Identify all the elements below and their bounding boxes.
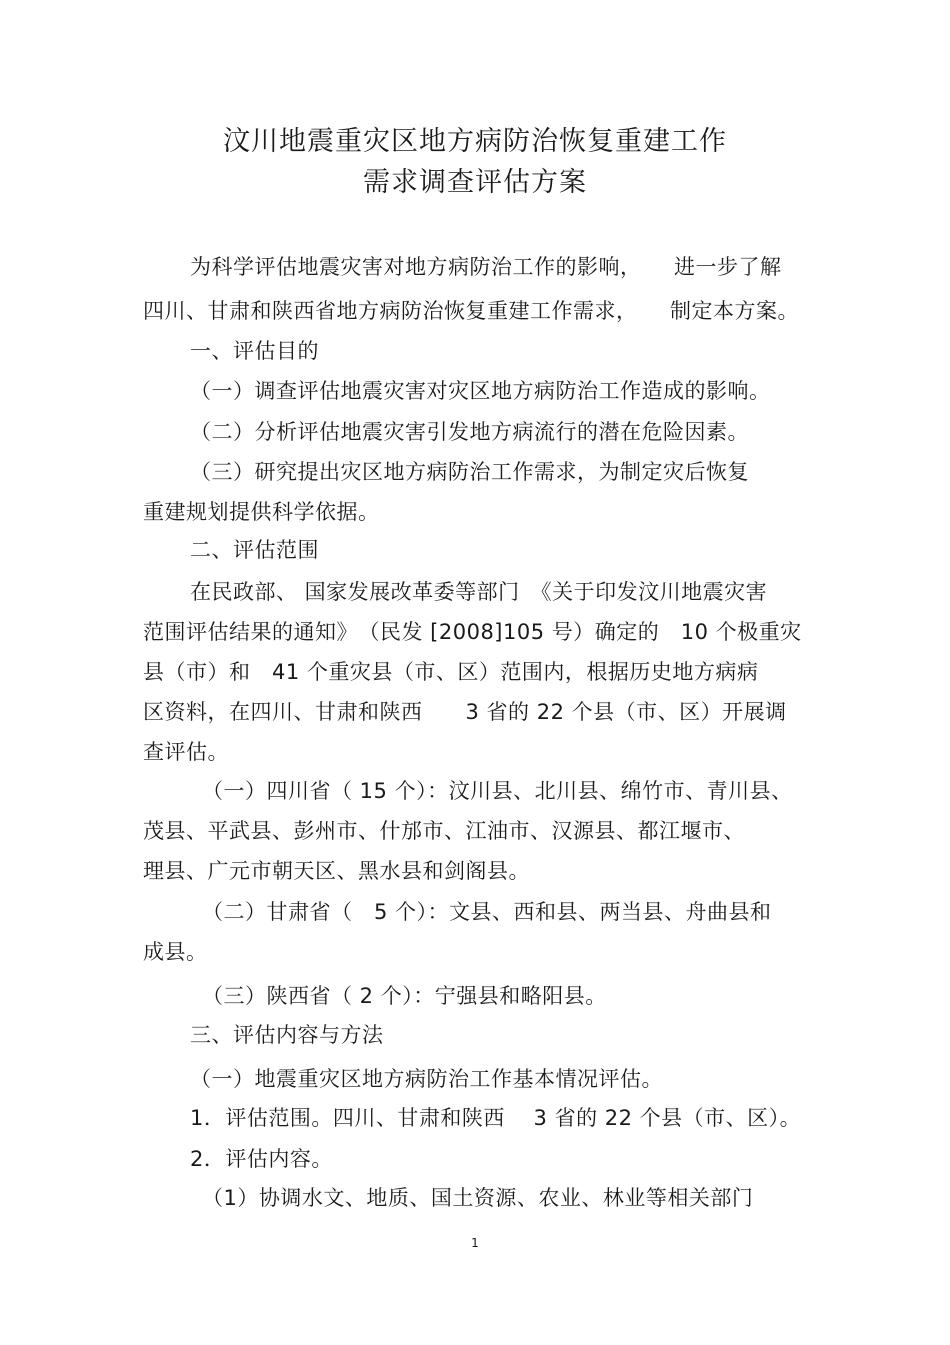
body-line: （二）甘肃省（ 5 个）：文县、西和县、两当县、舟曲县和	[202, 900, 772, 924]
body-line: 理县、广元市朝天区、黑水县和剑阁县。	[143, 859, 530, 883]
body-line: 茂县、平武县、彭州市、什邡市、江油市、汉源县、都江堰市、	[143, 819, 745, 843]
body-line: 范围评估结果的通知》 （民发 [2008]105 号）确定的 10 个极重灾	[143, 620, 802, 644]
body-line: （一）四川省（ 15 个）：汶川县、北川县、绵竹市、青川县、	[202, 779, 793, 803]
body-line: （三）陕西省（ 2 个）：宁强县和略阳县。	[202, 984, 607, 1008]
title-line-1: 汶川地震重灾区地方病防治恢复重建工作	[223, 126, 727, 157]
section-heading: 三、评估内容与方法	[190, 1023, 384, 1047]
body-line: （三）研究提出灾区地方病防治工作需求，为制定灾后恢复	[190, 460, 749, 484]
body-line: （二）分析评估地震灾害引发地方病流行的潜在危险因素。	[190, 420, 749, 444]
title-line-2: 需求调查评估方案	[363, 167, 587, 198]
body-line: 区资料，在四川、甘肃和陕西 3 省的 22 个县（市、区）开展调	[143, 700, 787, 724]
body-line: 为科学评估地震灾害对地方病防治工作的影响， 进一步了解	[190, 255, 782, 279]
body-line: 1．评估范围。四川、甘肃和陕西 3 省的 22 个县（市、区）。	[190, 1106, 802, 1130]
section-heading: 一、评估目的	[190, 339, 319, 363]
body-line: （一）地震重灾区地方病防治工作基本情况评估。	[190, 1067, 663, 1091]
body-line: 在民政部、 国家发展改革委等部门 《关于印发汶川地震灾害	[190, 580, 768, 604]
body-line: 县（市）和 41 个重灾县（市、区）范围内，根据历史地方病病	[143, 660, 759, 684]
body-line: 四川、甘肃和陕西省地方病防治恢复重建工作需求， 制定本方案。	[143, 299, 799, 323]
page-number: 1	[471, 1236, 479, 1250]
section-heading: 二、评估范围	[190, 538, 319, 562]
body-line: （1）协调水文、地质、国土资源、农业、林业等相关部门	[202, 1186, 754, 1210]
body-line: 重建规划提供科学依据。	[143, 500, 380, 524]
body-line: 2．评估内容。	[190, 1147, 333, 1171]
body-line: 成县。	[143, 940, 208, 964]
body-line: 查评估。	[143, 740, 229, 764]
body-line: （一）调查评估地震灾害对灾区地方病防治工作造成的影响。	[190, 379, 771, 403]
